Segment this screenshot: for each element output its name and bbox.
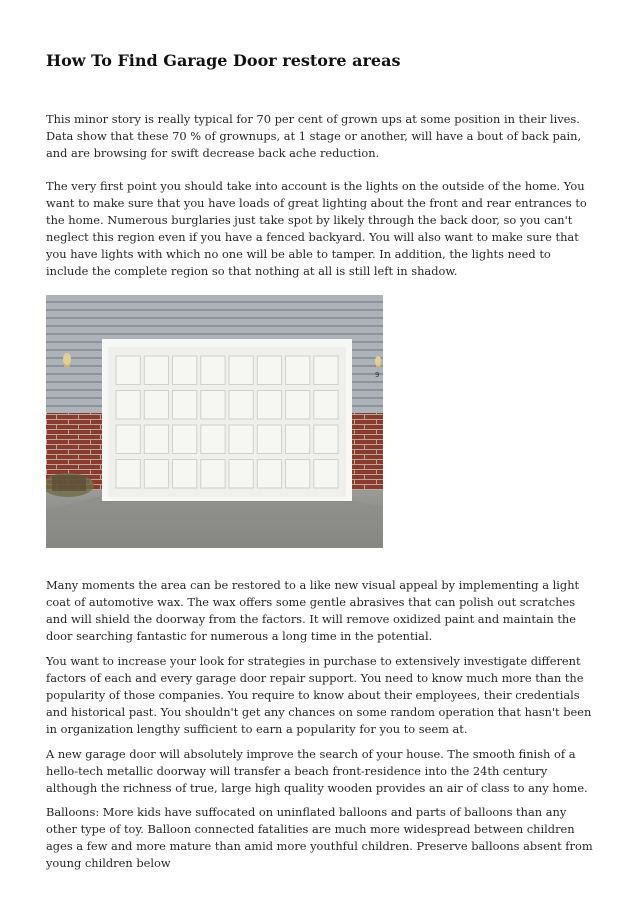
door-panel (116, 425, 140, 454)
door-panel (229, 460, 253, 489)
door-panel (173, 356, 197, 385)
door-panel (173, 460, 197, 489)
door-panel (144, 391, 168, 420)
paragraph-6: Balloons: More kids have suffocated on uninflated balloons and parts of balloons than any other type of toy. Balloon connected fatalities are much more widespread between children ages a few and more mature than amid more youthful children. Preserve balloons absent from young children below (46, 805, 593, 870)
door-panel (286, 460, 310, 489)
door-panel (144, 425, 168, 454)
door-panel (229, 425, 253, 454)
document-title: How To Find Garage Door restore areas (46, 51, 401, 70)
paragraph-2: The very first point you should take into account is the lights on the outside of the home. You want to make sure that you have loads of great lighting about the front and rear entrances to the home. Numerous burglaries just take spot by likely through the back door, so you can't neglect this region even if you have a fenced backyard. You will also want to make sure that you have lights with which no one will be able to tamper. In addition, the lights need to include the complete region so that nothing at all is still left in shadow. (46, 179, 587, 278)
door-panel (173, 391, 197, 420)
door-panel (116, 391, 140, 420)
door-panel (201, 425, 225, 454)
paragraph-3: Many moments the area can be restored to a like new visual appeal by implementing a light coat of automotive wax. The wax offers some gentle abrasives that can polish out scratches and will shield the doorway from the factors. It will remove oxidized paint and maintain the door searching fantastic for numerous a long time in the potential. (46, 578, 580, 643)
door-panel (257, 356, 281, 385)
door-panel (116, 356, 140, 385)
door-panel (314, 460, 338, 489)
paragraph-4: You want to increase your look for strategies in purchase to extensively investigate different factors of each and every garage door repair support. You need to know much more than the popularity of those companies. You require to know about their employees, their credentials and historical past. You shouldn't get any chances on some random operation that hasn't been in organization lengthy sufficient to earn a popularity for you to seem at. (46, 654, 592, 736)
door-panel (173, 425, 197, 454)
door-panel (286, 391, 310, 420)
door-panel (286, 356, 310, 385)
door-panel (257, 460, 281, 489)
paragraph-1: This minor story is really typical for 70 per cent of grown ups at some position in their lives. Data show that these 70 % of grownups, at 1 stage or another, will have a bout of back pain, and are browsing for swift decrease back ache reduction. (46, 112, 582, 160)
door-panel (229, 391, 253, 420)
house-number: 9 (375, 371, 380, 379)
door-panel (257, 391, 281, 420)
door-panel (286, 425, 310, 454)
door-panel (257, 425, 281, 454)
door-panel (314, 356, 338, 385)
door-panel (144, 356, 168, 385)
door-panel (144, 460, 168, 489)
door-panel (229, 356, 253, 385)
door-panel (314, 425, 338, 454)
door-panel (201, 460, 225, 489)
door-panel (116, 460, 140, 489)
garage-door-photo (46, 295, 383, 548)
door-panel (314, 391, 338, 420)
paragraph-5: A new garage door will absolutely improve the search of your house. The smooth finish of a hello-tech metallic doorway will transfer a beach front-residence into the 24th century although the richness of true, large high quality wooden provides an air of class to any home. (46, 747, 588, 795)
light-fixture-left (63, 353, 71, 367)
door-panel (201, 356, 225, 385)
door-panel (201, 391, 225, 420)
